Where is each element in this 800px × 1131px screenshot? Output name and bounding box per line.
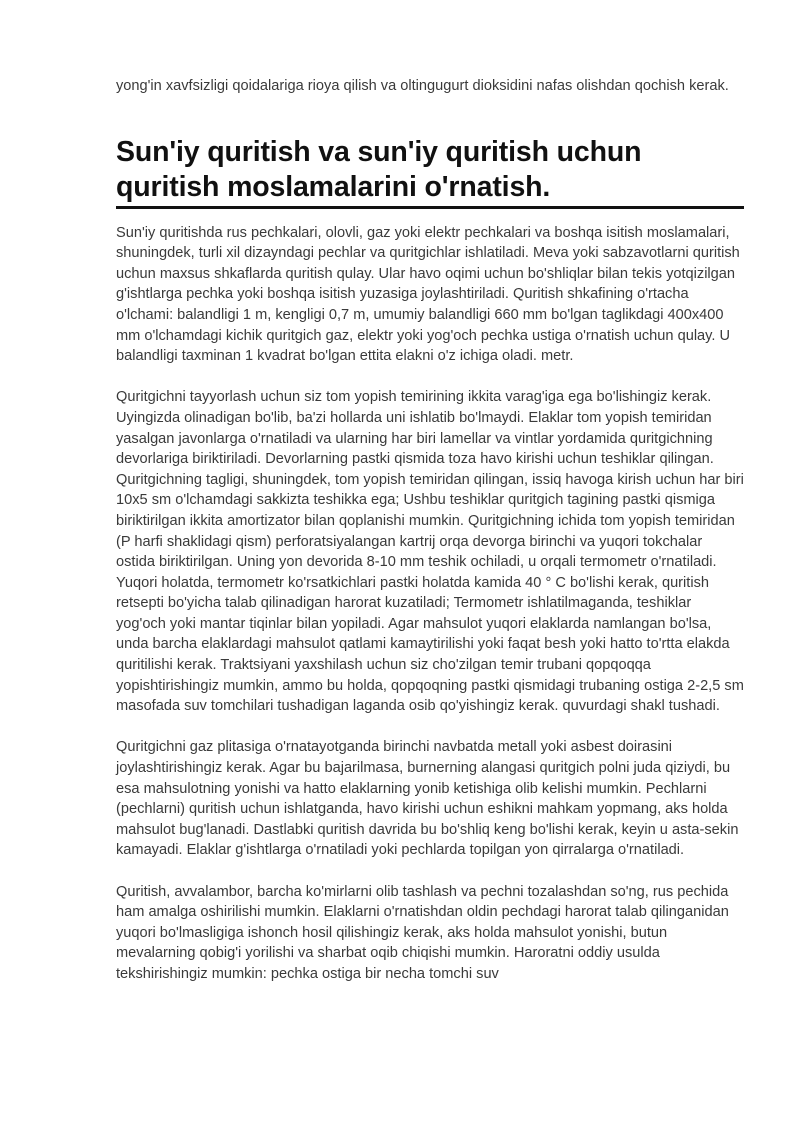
body-paragraph-3: Quritgichni gaz plitasiga o'rnatayotganda birinchi navbatda metall yoki asbest doirasini joylashtirishingiz kerak. Agar bu bajarilmasa, burnerning alangasi quritgich polni juda qiziydi, bu esa mahsulotning yonishi va hatto elaklarning yonib ketishiga olib kelishi mumkin. Pechlarni (pechlarni) quritish uchun ishlatganda, havo kirishi uchun eshikni mahkam yopmang, aks holda mahsulot bug'lanadi. Dastlabki quritish davrida bu bo'shliq keng bo'lishi kerak, keyin u asta-sekin kamayadi. Elaklar g'ishtlarga o'rnatiladi yoki pechlarda topilgan yon qirralarga o'rnatiladi. xyxy=(116,739,739,859)
intro-paragraph: yong'in xavfsizligi qoidalariga rioya qilish va oltingugurt dioksidini nafas olishdan qochish kerak. xyxy=(116,78,729,94)
body-paragraph-1: Sun'iy quritishda rus pechkalari, olovli, gaz yoki elektr pechkalari va boshqa isitish moslamalari, shuningdek, turli xil dizayndagi pechlar va quritgichlar ishlatiladi. Meva yoki sabzavotlarni quritish uchun maxsus shkaflarda quritish qulay. Ular havo oqimi uchun bo'shliqlar bilan tekis yotqizilgan g'ishtlarga pechka yoki boshqa isitish yuzasiga joylashtiriladi. Quritish shkafining o'rtacha o'lchami: balandligi 1 m, kengligi 0,7 m, umumiy balandligi 660 mm bo'lgan taglikdagi 400x400 mm o'lchamdagi kichik quritgich gaz, elektr yoki yog'och pechka ustiga o'rnatish uchun qulay. U balandligi taxminan 1 kvadrat bo'lgan ettita elakni o'z ichiga oladi. metr. xyxy=(116,224,740,365)
document-page xyxy=(116,76,744,985)
body-paragraph-4: Quritish, avvalambor, barcha ko'mirlarni olib tashlash va pechni tozalashdan so'ng, rus pechida ham amalga oshirilishi mumkin. Elaklarni o'rnatishdan oldin pechdagi harorat talab qilinganidan yuqori bo'lmasligiga ishonch hosil qilishingiz kerak, aks holda mahsulot yonishi, butun mevalarning qobig'i yorilishi va sharbat oqib chiqishi mumkin. Haroratni oddiy usulda tekshirishingiz mumkin: pechka ostiga bir necha tomchi suv xyxy=(116,883,729,982)
section-heading: Sun'iy quritish va sun'iy quritish uchun quritish moslamalarini o'rnatish. xyxy=(116,135,744,209)
body-paragraph-2: Quritgichni tayyorlash uchun siz tom yopish temirining ikkita varag'iga ega bo'lishingiz kerak. Uyingizda olinadigan bo'lib, ba'zi hollarda uni ishlatib bo'lmaydi. Elaklar tom yopish temiridan yasalgan javonlarga o'rnatiladi va ularning har biri lamellar va vintlar yordamida quritgichning devorlariga biriktiriladi. Devorlarning pastki qismida toza havo kirishi uchun teshiklar qilingan. Quritgichning tagligi, shuningdek, tom yopish temiridan qilingan, issiq havoga kirish uchun har biri 10x5 sm o'lchamdagi sakkizta teshikka ega; Ushbu teshiklar quritgich tagining pastki qismiga biriktirilgan ikkita amortizator bilan qoplanishi mumkin. Quritgichning ichida tom yopish temiridan (P harfi shaklidagi qism) perforatsiyalangan kartrij orqa devorga birinchi va yuqori tokchalar ostida biriktirilgan. Uning yon devorida 8-10 mm teshik ochiladi, u orqali termometr o'rnatiladi. Yuqori holatda, termometr ko'rsatkichlari pastki holatda kamida 40 ° C bo'lishi kerak, quritish retsepti bo'yicha talab qilinadigan harorat kuzatiladi; Termometr ishlatilmaganda, teshiklar yog'och yoki mantar tiqinlar bilan yopiladi. Agar mahsulot yuqori elaklarda namlangan bo'lsa, unda barcha elaklardagi mahsulot qatlami kamaytirilishi yoki faqat besh yoki hatto to'rtta elakda quritilishi kerak. Traktsiyani yaxshilash uchun siz cho'zilgan temir trubani qopqoqqa yopishtirishingiz mumkin, ammo bu holda, qopqoqning pastki qismidagi trubaning ostiga 2-2,5 sm masofada suv tomchilari tushadigan laganda osib qo'yishingiz kerak. quvurdagi shakl tushadi. xyxy=(116,389,744,715)
